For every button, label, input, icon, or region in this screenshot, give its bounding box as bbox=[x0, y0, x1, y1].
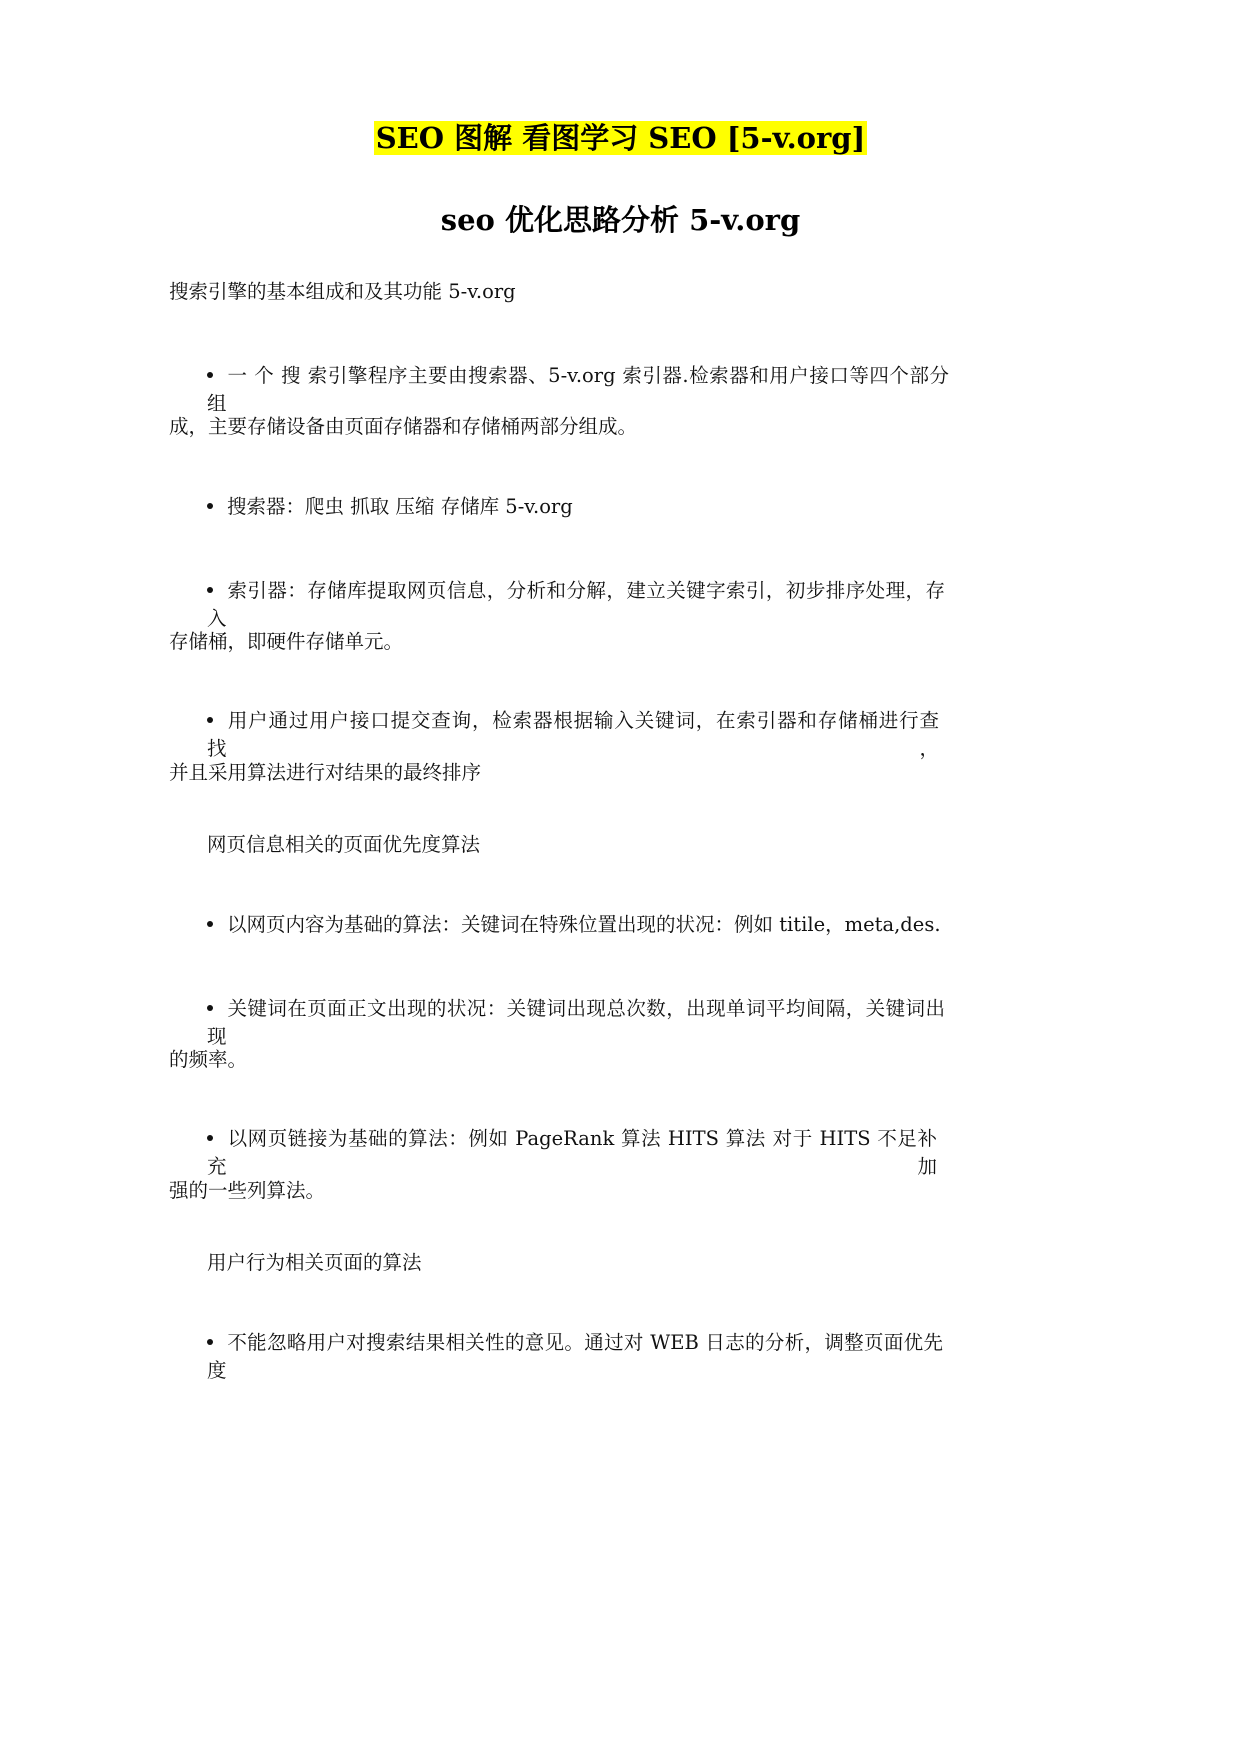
bullet-item-7 bbox=[207, 1125, 937, 1181]
bullet-icon bbox=[207, 1339, 213, 1345]
bullet-item-1-continuation: 成，主要存储设备由页面存储器和存储桶两部分组成。 bbox=[169, 415, 638, 438]
sub-heading-page-priority: 网页信息相关的页面优先度算法 bbox=[207, 833, 481, 856]
document-title bbox=[0, 116, 1241, 160]
bullet-text: 不能忽略用户对搜索结果相关性的意见。通过对 WEB 日志的分析，调整页面优先度 bbox=[207, 1331, 943, 1382]
bullet-text: 搜索器：爬虫 抓取 压缩 存储库 5-v.org bbox=[227, 495, 573, 518]
bullet-text: 索引器：存储库提取网页信息，分析和分解，建立关键字索引，初步排序处理，存入 bbox=[207, 579, 945, 630]
bullet-item-3-continuation: 存储桶，即硬件存储单元。 bbox=[169, 630, 404, 653]
bullet-text: 关键词在页面正文出现的状况：关键词出现总次数，出现单词平均间隔，关键词出现 bbox=[207, 997, 945, 1048]
bullet-text: 一 个 搜 索引擎程序主要由搜索器、5-v.org 索引器.检索器和用户接口等四个部分组 bbox=[207, 364, 949, 415]
bullet-text: 用户通过用户接口提交查询，检索器根据输入关键词，在索引器和存储桶进行查找， bbox=[207, 709, 939, 760]
bullet-item-8 bbox=[207, 1329, 943, 1385]
bullet-item-4 bbox=[207, 707, 939, 763]
bullet-icon bbox=[207, 372, 213, 378]
bullet-icon bbox=[207, 921, 213, 927]
bullet-item-1 bbox=[207, 362, 949, 418]
bullet-text: 以网页内容为基础的算法：关键词在特殊位置出现的状况：例如 titile，meta,des. bbox=[227, 913, 941, 936]
bullet-item-5 bbox=[207, 911, 941, 939]
bullet-item-2 bbox=[207, 493, 573, 521]
bullet-icon bbox=[207, 587, 213, 593]
bullet-icon bbox=[207, 1005, 213, 1011]
bullet-icon bbox=[207, 717, 213, 723]
bullet-text: 以网页链接为基础的算法：例如 PageRank 算法 HITS 算法 对于 HITS 不足补充加 bbox=[207, 1127, 937, 1178]
bullet-item-3 bbox=[207, 577, 945, 633]
sub-heading-user-behavior: 用户行为相关页面的算法 bbox=[207, 1251, 422, 1274]
title-highlight: SEO 图解 看图学习 SEO [5-v.org] bbox=[375, 121, 866, 155]
bullet-item-7-continuation: 强的一些列算法。 bbox=[169, 1179, 326, 1202]
bullet-item-6 bbox=[207, 995, 945, 1051]
bullet-icon bbox=[207, 503, 213, 509]
bullet-icon bbox=[207, 1135, 213, 1141]
bullet-item-6-continuation: 的频率。 bbox=[169, 1048, 248, 1071]
section-heading: 搜索引擎的基本组成和及其功能 5-v.org bbox=[169, 280, 516, 303]
document-subtitle: seo 优化思路分析 5-v.org bbox=[440, 203, 801, 237]
bullet-item-4-continuation: 并且采用算法进行对结果的最终排序 bbox=[169, 761, 482, 784]
